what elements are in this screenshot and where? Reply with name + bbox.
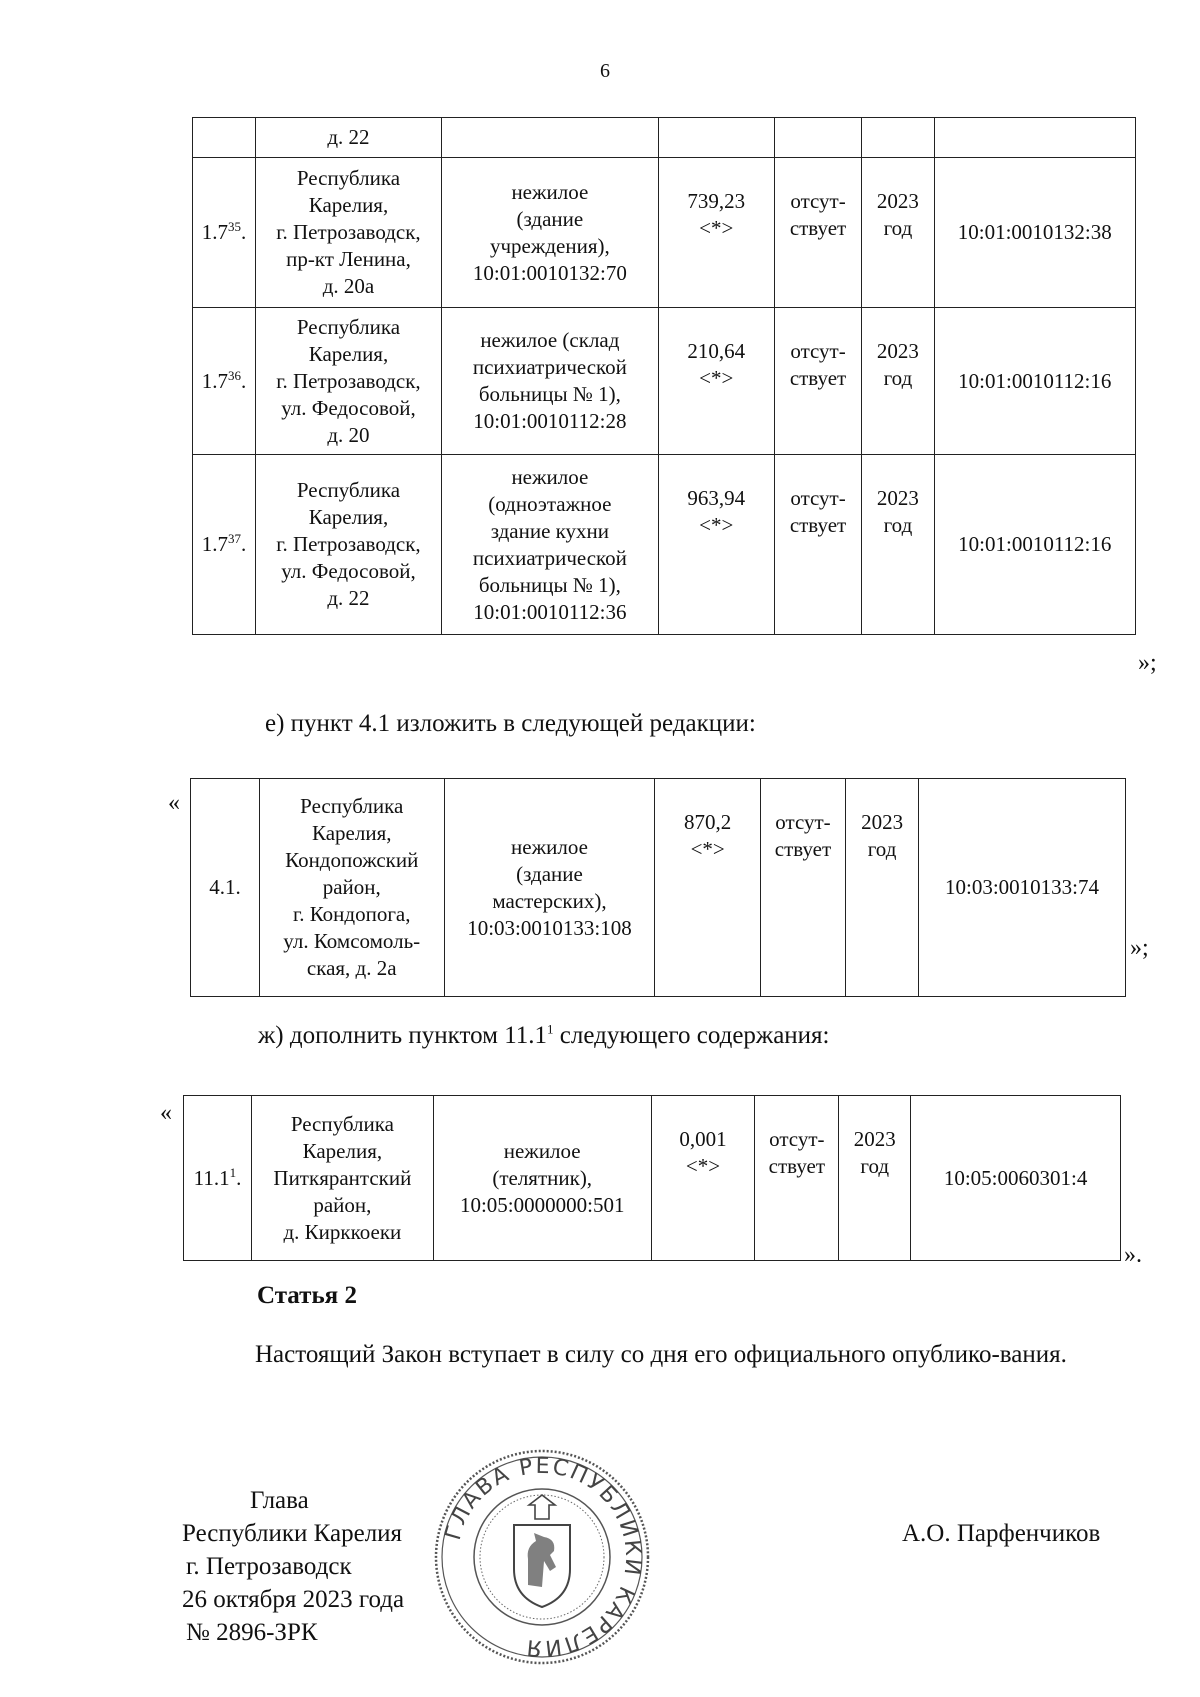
object-line: мастерских), bbox=[492, 888, 607, 913]
encumbrance-cell bbox=[774, 308, 862, 455]
object-line: учреждения), bbox=[489, 233, 610, 258]
cadastral-number: 10:01:0010112:16 bbox=[958, 368, 1112, 393]
area-line: <*> bbox=[690, 837, 725, 861]
area-cell bbox=[651, 1096, 755, 1261]
table-row bbox=[193, 158, 1136, 308]
area-line: <*> bbox=[699, 513, 734, 537]
object-cell bbox=[444, 779, 655, 997]
address-line: Республика bbox=[296, 314, 401, 339]
address-line: г. Петрозаводск, bbox=[276, 220, 421, 244]
table2-body bbox=[191, 779, 1126, 997]
address-line: ул. Федосовой, bbox=[281, 395, 416, 420]
cadastral-number: 10:03:0010133:74 bbox=[945, 875, 1100, 899]
address-line: Кондопожский bbox=[285, 848, 419, 872]
signatory-name: А.О. Парфенчиков bbox=[902, 1520, 1101, 1547]
object-line: 10:01:0010132:70 bbox=[472, 260, 627, 285]
area-cell bbox=[655, 779, 760, 997]
address-cell bbox=[255, 158, 441, 308]
address-line: г. Петрозаводск, bbox=[276, 368, 421, 393]
year-cell bbox=[862, 455, 934, 635]
table1-body bbox=[193, 118, 1136, 635]
address-cell bbox=[251, 1096, 433, 1261]
address-line: Питкярантский bbox=[273, 1165, 412, 1190]
object-line: нежилое bbox=[503, 1138, 581, 1163]
official-seal-icon bbox=[432, 1447, 652, 1667]
year-line: 2023 bbox=[876, 339, 919, 363]
address-line: ул. Федосовой, bbox=[281, 559, 416, 583]
area-cell bbox=[658, 308, 774, 455]
address-line: пр-кт Ленина, bbox=[286, 247, 411, 271]
encumbrance-cell bbox=[755, 1096, 839, 1261]
address-line: Республика bbox=[300, 794, 404, 818]
year-line: год bbox=[883, 366, 913, 390]
page-number: 6 bbox=[600, 60, 610, 82]
object-line: нежилое bbox=[511, 834, 588, 859]
encumbrance-line: отсут- bbox=[775, 810, 831, 834]
area-cell bbox=[658, 158, 774, 308]
address-line: Республика bbox=[290, 1111, 394, 1136]
address-line: Республика bbox=[296, 166, 401, 190]
object-line: (телятник), bbox=[492, 1165, 593, 1190]
address-cell bbox=[255, 118, 441, 158]
property-table-continuation bbox=[192, 117, 1136, 635]
area-line: 870,2 bbox=[684, 810, 732, 834]
encumbrance-line: отсут- bbox=[790, 339, 846, 363]
object-line: психиатрической bbox=[472, 545, 627, 570]
encumbrance-cell bbox=[774, 158, 862, 308]
address-line: район, bbox=[322, 875, 381, 899]
encumbrance-line: ствует bbox=[774, 837, 832, 861]
seal-lettering-path: ГЛАВА РЕСПУБЛИКИ КАРЕЛИЯ bbox=[440, 1453, 646, 1661]
object-line: нежилое bbox=[511, 464, 589, 489]
cadastral-cell bbox=[919, 779, 1126, 997]
table-row bbox=[193, 308, 1136, 455]
signing-date: 26 октября 2023 года bbox=[182, 1586, 405, 1613]
object-line: психиатрической bbox=[472, 355, 627, 379]
year-line: 2023 bbox=[853, 1127, 896, 1151]
year-cell bbox=[839, 1096, 911, 1261]
table2-closing-quote: »; bbox=[1130, 935, 1149, 961]
object-line: нежилое bbox=[511, 179, 589, 204]
article-text: Настоящий Закон вступает в силу со дня его официального опублико-вания. bbox=[255, 1341, 1067, 1368]
item-number-superscript: 35 bbox=[227, 219, 241, 234]
address-line: г. Кондопога, bbox=[292, 902, 411, 926]
address-line: Карелия, bbox=[308, 341, 389, 366]
paragraph-zh-after: следующего содержания: bbox=[553, 1022, 830, 1049]
item-number-dot: . bbox=[240, 368, 247, 393]
table-row bbox=[184, 1096, 1121, 1261]
law-number: № 2896-ЗРК bbox=[186, 1619, 318, 1646]
object-line: больницы № 1), bbox=[478, 382, 621, 406]
paragraph-e: е) пункт 4.1 изложить в следующей редакции: bbox=[265, 710, 756, 737]
year-line: год bbox=[883, 513, 913, 537]
year-line: 2023 bbox=[876, 189, 919, 213]
encumbrance-line: ствует bbox=[789, 366, 847, 390]
cadastral-cell bbox=[934, 308, 1135, 455]
paragraph-zh bbox=[258, 1022, 830, 1050]
table3-closing-quote: ». bbox=[1124, 1242, 1142, 1268]
area-line: 0,001 bbox=[679, 1127, 727, 1151]
year-line: год bbox=[867, 837, 897, 861]
item-number-superscript: 1 bbox=[229, 1164, 237, 1180]
address-line: ул. Комсомоль- bbox=[283, 929, 421, 953]
table2-opening-quote: « bbox=[168, 790, 180, 816]
item-number: 4.1. bbox=[209, 875, 241, 899]
address-line: д. 20а bbox=[322, 274, 375, 298]
object-cell bbox=[442, 455, 659, 635]
table3-body bbox=[184, 1096, 1121, 1261]
object-line: нежилое (склад bbox=[480, 328, 620, 352]
address-line: д. Кирккоеки bbox=[283, 1219, 402, 1244]
address-line: г. Петрозаводск, bbox=[276, 532, 421, 556]
address-line: Карелия, bbox=[308, 193, 389, 217]
item-number: 1.7 bbox=[201, 220, 228, 244]
item-number: 1.7 bbox=[201, 532, 228, 556]
encumbrance-cell bbox=[760, 779, 845, 997]
object-line: (здание bbox=[516, 206, 584, 231]
table-row bbox=[193, 455, 1136, 635]
area-line: 963,94 bbox=[687, 486, 746, 510]
table3-opening-quote: « bbox=[160, 1100, 172, 1126]
area-line: 210,64 bbox=[687, 339, 746, 363]
item-number-superscript: 36 bbox=[227, 367, 241, 383]
object-line: 10:05:0000000:501 bbox=[459, 1192, 625, 1217]
item-number-dot: . bbox=[236, 1165, 242, 1190]
item-number-dot: . bbox=[240, 220, 247, 244]
area-line: 739,23 bbox=[687, 189, 746, 213]
article-heading: Статья 2 bbox=[257, 1282, 357, 1309]
address-cell bbox=[255, 308, 441, 455]
object-cell bbox=[433, 1096, 651, 1261]
area-line: <*> bbox=[685, 1154, 721, 1178]
object-cell bbox=[442, 308, 659, 455]
object-line: здание кухни bbox=[490, 518, 610, 543]
address-line: д. 22 bbox=[327, 586, 370, 610]
paragraph-zh-sup: 1 bbox=[547, 1021, 554, 1037]
encumbrance-line: отсут- bbox=[769, 1127, 825, 1151]
encumbrance-line: ствует bbox=[789, 513, 847, 537]
signatory-title-line-1: Глава bbox=[250, 1487, 309, 1514]
year-cell bbox=[862, 158, 934, 308]
area-line: <*> bbox=[699, 366, 734, 390]
year-line: год bbox=[860, 1154, 890, 1178]
signing-city: г. Петрозаводск bbox=[186, 1553, 352, 1580]
object-cell bbox=[442, 158, 659, 308]
object-line: (здание bbox=[516, 861, 583, 886]
address-line: д. 22 bbox=[327, 125, 370, 149]
cadastral-number: 10:01:0010132:38 bbox=[957, 220, 1112, 244]
cadastral-cell bbox=[934, 455, 1135, 635]
address-line: Республика bbox=[296, 478, 401, 502]
area-cell bbox=[658, 118, 774, 158]
object-line: 10:01:0010112:28 bbox=[473, 409, 627, 433]
year-line: 2023 bbox=[876, 486, 919, 510]
item-number-cell bbox=[184, 1096, 252, 1261]
object-line: (одноэтажное bbox=[488, 491, 612, 516]
item-number: 1.7 bbox=[201, 368, 228, 393]
item-number-superscript: 37 bbox=[227, 531, 241, 546]
paragraph-zh-before: ж) дополнить пунктом 11.1 bbox=[258, 1022, 548, 1049]
cadastral-cell bbox=[911, 1096, 1121, 1261]
address-line: ская, д. 2а bbox=[306, 956, 397, 980]
encumbrance-cell bbox=[774, 118, 862, 158]
address-line: Карелия, bbox=[302, 1138, 383, 1163]
area-cell bbox=[658, 455, 774, 635]
address-cell bbox=[259, 779, 444, 997]
encumbrance-line: ствует bbox=[768, 1154, 826, 1178]
object-line: больницы № 1), bbox=[478, 572, 621, 597]
table1-closing-quote: »; bbox=[1138, 650, 1157, 676]
object-cell bbox=[442, 118, 659, 158]
address-line: д. 20 bbox=[327, 422, 370, 447]
item-number: 11.1 bbox=[193, 1165, 230, 1190]
year-cell bbox=[862, 118, 934, 158]
address-line: Карелия, bbox=[308, 505, 389, 529]
object-line: 10:01:0010112:36 bbox=[473, 599, 627, 624]
table-row bbox=[193, 118, 1136, 158]
cadastral-cell bbox=[934, 118, 1135, 158]
address-line: Карелия, bbox=[311, 821, 392, 845]
cadastral-number: 10:01:0010112:16 bbox=[958, 532, 1112, 556]
encumbrance-line: отсут- bbox=[790, 189, 846, 213]
object-line: 10:03:0010133:108 bbox=[467, 915, 632, 940]
year-cell bbox=[846, 779, 919, 997]
area-line: <*> bbox=[699, 216, 734, 240]
year-cell bbox=[862, 308, 934, 455]
address-line: район, bbox=[313, 1192, 372, 1217]
table-row bbox=[191, 779, 1126, 997]
item-number-cell bbox=[193, 455, 256, 635]
property-table-11-1 bbox=[183, 1095, 1121, 1261]
year-line: 2023 bbox=[861, 810, 904, 834]
item-number-cell bbox=[193, 158, 256, 308]
item-number-cell bbox=[193, 308, 256, 455]
item-number-cell bbox=[193, 118, 256, 158]
encumbrance-line: отсут- bbox=[790, 486, 846, 510]
item-number-cell bbox=[191, 779, 260, 997]
cadastral-cell bbox=[934, 158, 1135, 308]
year-line: год bbox=[883, 216, 913, 240]
signatory-title-line-2: Республики Карелия bbox=[182, 1520, 403, 1547]
encumbrance-line: ствует bbox=[789, 216, 847, 240]
address-cell bbox=[255, 455, 441, 635]
cadastral-number: 10:05:0060301:4 bbox=[943, 1165, 1088, 1190]
property-table-4-1 bbox=[190, 778, 1126, 997]
encumbrance-cell bbox=[774, 455, 862, 635]
item-number-dot: . bbox=[240, 532, 247, 556]
